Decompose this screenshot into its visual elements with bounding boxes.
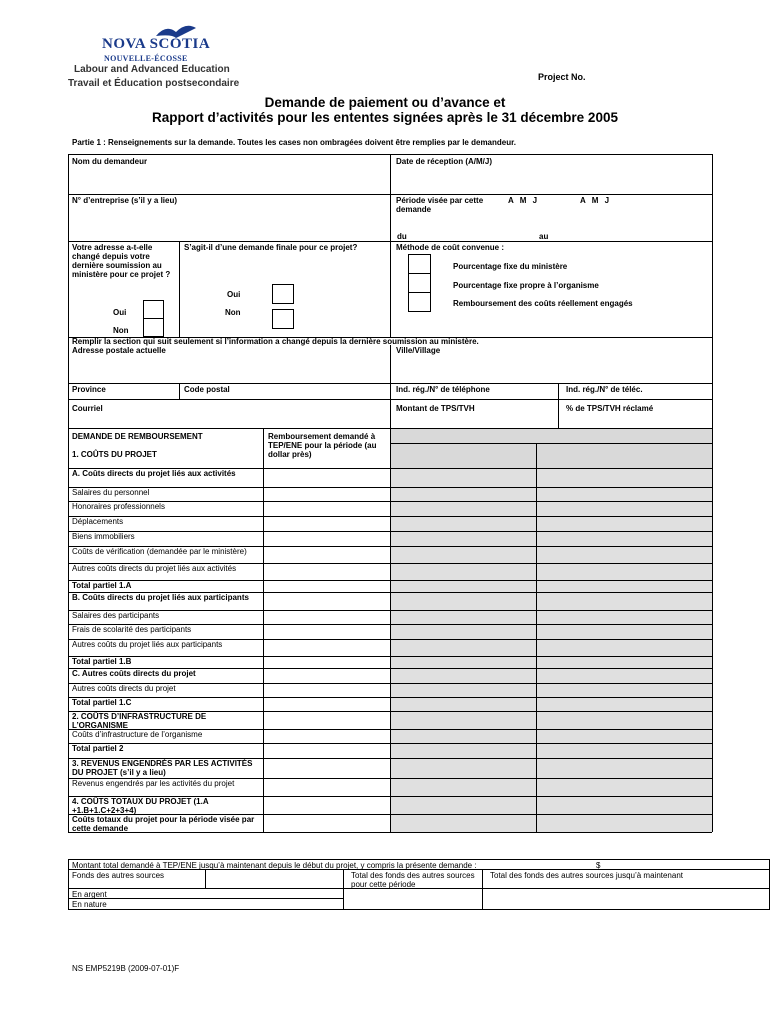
project-costs-header: 1. COÛTS DU PROJET <box>72 450 157 459</box>
requested-amount-field[interactable] <box>265 564 388 579</box>
table-right-border <box>712 428 713 832</box>
reserved-cell-shade <box>391 517 712 531</box>
other-sources-period-label: Total des fonds des autres sources pour cette période <box>351 871 475 889</box>
reserved-cell-shade <box>391 669 712 683</box>
reserved-cell-shade <box>391 469 712 487</box>
gst-amount-label: Montant de TPS/TVH <box>396 404 475 413</box>
final-yes-label: Oui <box>227 290 241 299</box>
mailing-address-field[interactable] <box>72 356 386 381</box>
method2-checkbox[interactable] <box>408 273 431 293</box>
reserved-cell-shade <box>391 744 712 758</box>
reimbursement-header: DEMANDE DE REMBOURSEMENT <box>72 432 203 441</box>
requested-amount-field[interactable] <box>265 611 388 623</box>
reserved-cell-shade <box>391 730 712 743</box>
requested-amount-field[interactable] <box>265 532 388 545</box>
department-en: Labour and Advanced Education <box>74 64 230 75</box>
table-row-label: A. Coûts directs du projet liés aux activités <box>72 469 236 478</box>
reserved-cell-shade <box>391 657 712 668</box>
city-field[interactable] <box>396 356 708 381</box>
reserved-cell-shade <box>391 593 712 610</box>
form-title-line2: Rapport d’activités pour les ententes signées après le 31 décembre 2005 <box>152 110 618 125</box>
address-no-label: Non <box>113 326 129 335</box>
form-code-footer: NS EMP5219B (2009-07-01)F <box>72 964 180 973</box>
logo-subtitle: NOUVELLE-ÉCOSSE <box>104 54 188 63</box>
table-row-label: Total partiel 1.C <box>72 698 132 707</box>
reserved-cell-shade <box>391 712 712 729</box>
reserved-cell-shade <box>391 759 712 778</box>
table-col1-border <box>263 428 264 832</box>
address-changed-question: Votre adresse a-t-elle changé depuis votre dernière soumission au ministère pour ce projet ? <box>72 243 171 279</box>
table-row-label: Autres coûts du projet liés aux participants <box>72 640 223 649</box>
table-row-label: C. Autres coûts directs du projet <box>72 669 196 678</box>
requested-amount-field[interactable] <box>265 488 388 500</box>
table-row-label: 2. COÛTS D’INFRASTRUCTURE DE L’ORGANISME <box>72 712 207 730</box>
business-number-field[interactable] <box>72 206 386 238</box>
reserved-cell-shade <box>391 611 712 624</box>
table-row-label: Frais de scolarité des participants <box>72 625 192 634</box>
reserved-cell-shade <box>391 547 712 563</box>
reception-date-label: Date de réception (A/M/J) <box>396 157 493 166</box>
reserved-cell-shade <box>391 532 712 546</box>
table-row-label: Total partiel 1.A <box>72 581 132 590</box>
table-row-label: Salaires du personnel <box>72 488 150 497</box>
requested-amount-field[interactable] <box>265 502 388 515</box>
method1-label: Pourcentage fixe du ministère <box>453 262 568 271</box>
requested-amount-field[interactable] <box>265 779 388 795</box>
nova-scotia-logo <box>68 22 258 94</box>
in-kind-label: En nature <box>72 900 107 909</box>
address-yes-checkbox[interactable] <box>143 300 164 319</box>
table-row-label: Total partiel 2 <box>72 744 124 753</box>
table-left-border <box>68 428 69 832</box>
requested-amount-field[interactable] <box>265 797 388 813</box>
fax-label: Ind. rég./N° de téléc. <box>566 385 643 394</box>
cash-label: En argent <box>72 890 107 899</box>
requested-column-header: Remboursement demandé à TEP/ENE pour la période (au dollar près) <box>268 432 377 459</box>
table-row-label: Autres coûts directs du projet <box>72 684 176 693</box>
final-no-checkbox[interactable] <box>272 309 294 329</box>
requested-amount-field[interactable] <box>265 581 388 591</box>
city-label: Ville/Village <box>396 346 441 355</box>
cost-method-label: Méthode de coût convenue : <box>396 243 505 252</box>
requested-amount-field[interactable] <box>265 669 388 682</box>
project-no-label: Project No. <box>538 72 586 82</box>
requested-amount-field[interactable] <box>265 712 388 728</box>
period-from-amj: A M J <box>508 196 538 205</box>
method3-checkbox[interactable] <box>408 292 431 312</box>
applicant-name-label: Nom du demandeur <box>72 157 148 166</box>
business-number-label: N° d’entreprise (s’il y a lieu) <box>72 196 178 205</box>
requested-amount-field[interactable] <box>265 625 388 638</box>
table-row-label: 3. REVENUS ENGENDRÉS PAR LES ACTIVITÉS DU PROJET (s’il y a lieu) <box>72 759 253 777</box>
reserved-subheader-line <box>390 443 712 444</box>
requested-amount-field[interactable] <box>265 657 388 667</box>
requested-amount-field[interactable] <box>265 469 388 486</box>
reserved-cell-shade <box>391 640 712 656</box>
final-no-label: Non <box>225 308 241 317</box>
reserved-cell-shade <box>391 779 712 796</box>
reserved-cell-shade <box>391 684 712 697</box>
reserved-cell-shade <box>391 625 712 639</box>
reserved-cell-shade <box>391 815 712 832</box>
table-row-label: Salaires des participants <box>72 611 160 620</box>
reserved-cell-shade <box>391 581 712 592</box>
requested-amount-field[interactable] <box>265 640 388 655</box>
requested-amount-field[interactable] <box>265 730 388 742</box>
reserved-cell-shade <box>391 502 712 516</box>
mailing-address-label: Adresse postale actuelle <box>72 346 166 355</box>
requested-amount-field[interactable] <box>265 593 388 609</box>
table-row-label: Biens immobiliers <box>72 532 135 541</box>
requested-amount-field[interactable] <box>265 547 388 562</box>
requested-amount-field[interactable] <box>265 744 388 757</box>
requested-amount-field[interactable] <box>265 517 388 530</box>
table-row-label: Total partiel 1.B <box>72 657 132 666</box>
method2-label: Pourcentage fixe propre à l’organisme <box>453 281 599 290</box>
period-label: Période visée par cette demande <box>396 196 484 214</box>
reserved-cell-shade <box>391 698 712 711</box>
address-yes-label: Oui <box>113 308 127 317</box>
requested-amount-field[interactable] <box>265 684 388 696</box>
table-row-label: Coûts totaux du projet pour la période visée par cette demande <box>72 815 255 833</box>
period-to-label: au <box>539 232 549 241</box>
phone-label: Ind. rég./N° de téléphone <box>396 385 490 394</box>
final-request-question: S’agit-il d’une demande finale pour ce projet? <box>184 243 358 252</box>
table-row-label: Revenus engendrés par les activités du projet <box>72 779 235 788</box>
reserved-cell-shade <box>391 564 712 580</box>
gst-percent-label: % de TPS/TVH réclamé <box>566 404 654 413</box>
reserved-cell-shade <box>391 488 712 501</box>
reserved-header-shade <box>391 429 712 468</box>
period-from-label: du <box>397 232 407 241</box>
other-sources-todate-label: Total des fonds des autres sources jusqu’à maintenant <box>490 871 684 880</box>
logo-title: NOVA SCOTIA <box>102 36 211 52</box>
province-label: Province <box>72 385 106 394</box>
requested-amount-field[interactable] <box>265 759 388 777</box>
dollar-sign: $ <box>596 861 601 870</box>
table-row-label: B. Coûts directs du projet liés aux participants <box>72 593 249 602</box>
period-to-amj: A M J <box>580 196 610 205</box>
part1-instructions: Partie 1 : Renseignements sur la demande. Toutes les cases non ombragées doivent être remplies par le demandeur. <box>72 138 517 147</box>
method1-checkbox[interactable] <box>408 254 431 274</box>
total-requested-label: Montant total demandé à TEP/ENE jusqu’à maintenant depuis le début du projet, y compris la présente demande : <box>72 861 477 870</box>
email-label: Courriel <box>72 404 103 413</box>
table-col2-border <box>390 428 391 832</box>
other-sources-label: Fonds des autres sources <box>72 871 165 880</box>
address-no-checkbox[interactable] <box>143 318 164 337</box>
table-bottom-line <box>68 832 712 833</box>
form-title-line1: Demande de paiement ou d’avance et <box>264 95 506 110</box>
table-col3-border <box>536 443 537 832</box>
table-row-label: Déplacements <box>72 517 124 526</box>
reserved-cell-shade <box>391 797 712 814</box>
table-row-label: Coûts de vérification (demandée par le ministère) <box>72 547 247 556</box>
requested-amount-field[interactable] <box>265 815 388 831</box>
department-fr: Travail et Éducation postsecondaire <box>68 78 240 89</box>
fill-section-instruction: Remplir la section qui suit seulement si l’information a changé depuis la dernière soumission au ministère. <box>72 337 479 346</box>
table-row-label: Autres coûts directs du projet liés aux activités <box>72 564 237 573</box>
postal-code-label: Code postal <box>184 385 230 394</box>
table-row-label: Coûts d’infrastructure de l’organisme <box>72 730 203 739</box>
requested-amount-field[interactable] <box>265 698 388 710</box>
final-yes-checkbox[interactable] <box>272 284 294 304</box>
method3-label: Remboursement des coûts réellement engagés <box>453 299 633 308</box>
table-row-label: Honoraires professionnels <box>72 502 165 511</box>
table-row-label: 4. COÛTS TOTAUX DU PROJET (1.A +1.B+1.C+2+3+4) <box>72 797 209 815</box>
applicant-name-field[interactable] <box>72 167 386 192</box>
